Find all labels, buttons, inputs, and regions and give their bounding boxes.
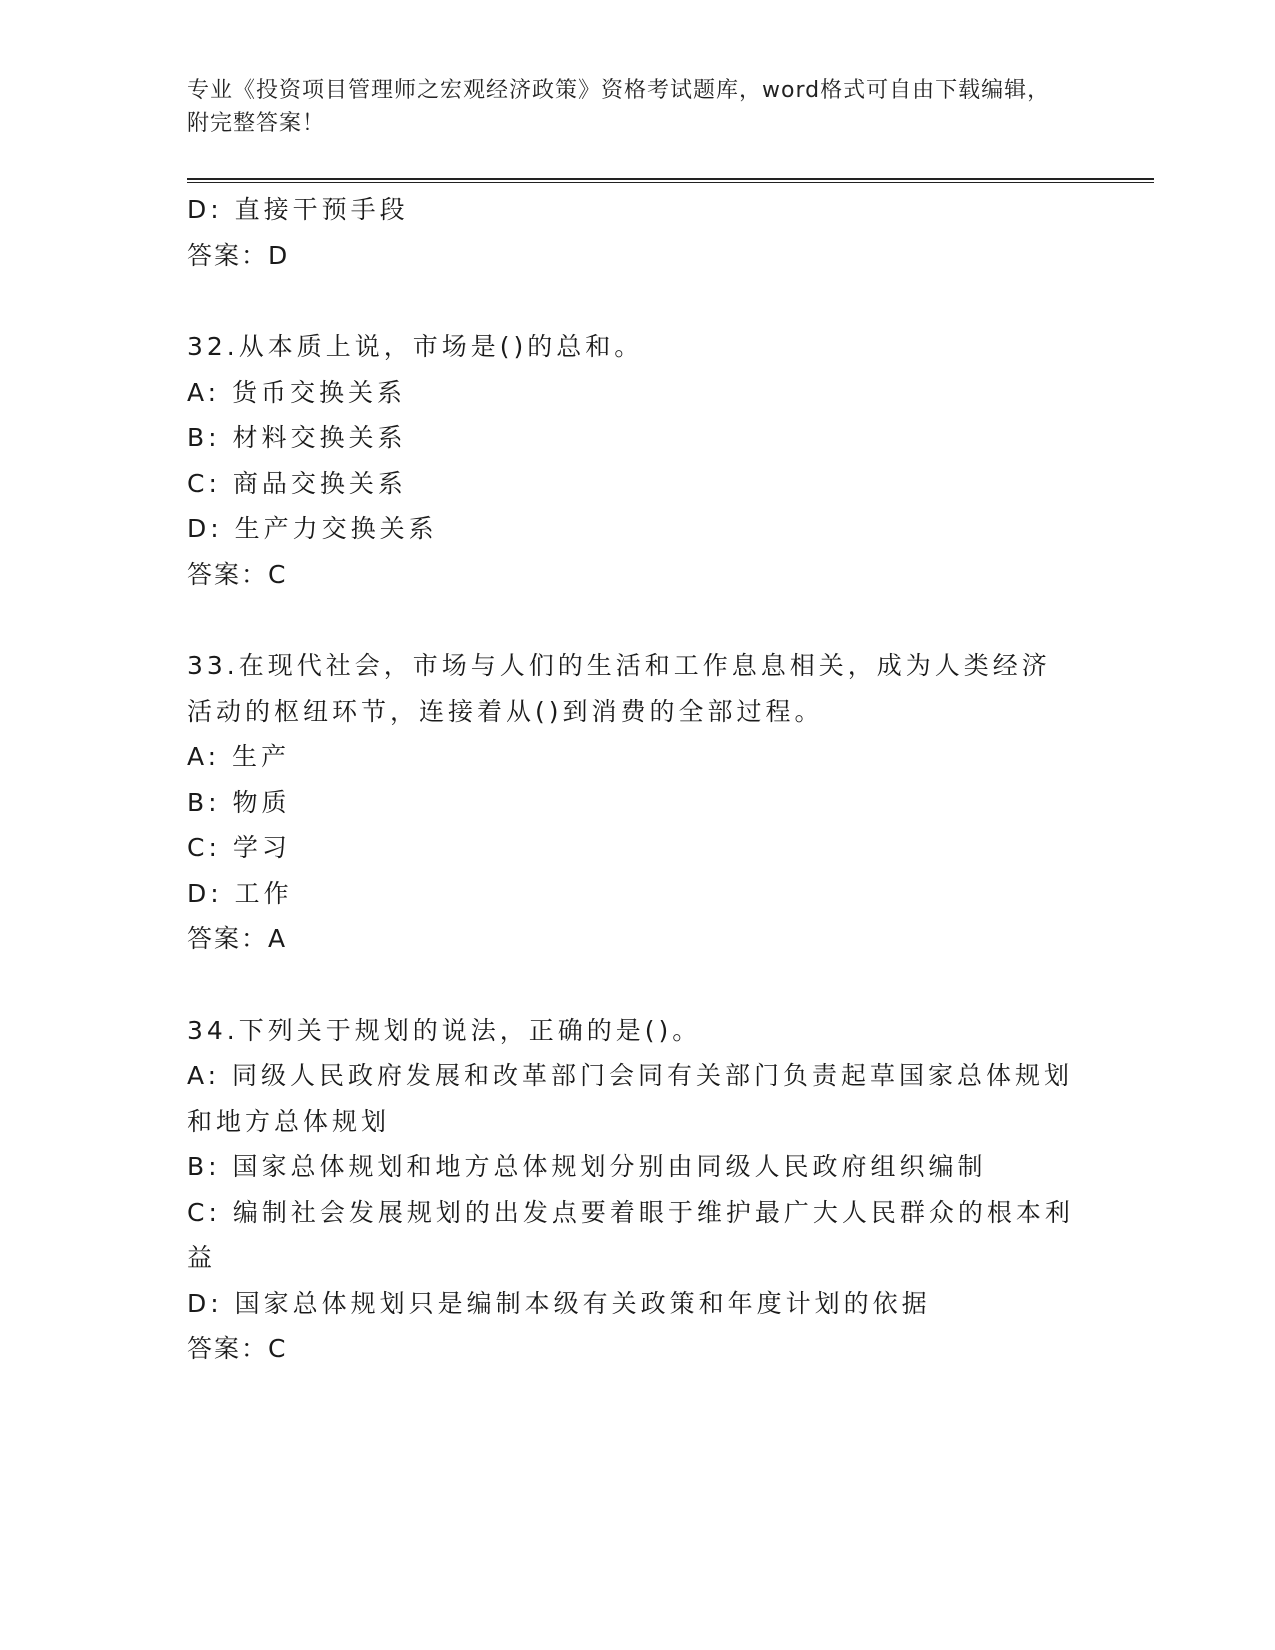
spacer bbox=[187, 597, 1087, 643]
option-c: C: 学习 bbox=[187, 833, 291, 862]
answer: 答案：C bbox=[187, 559, 288, 589]
question-stem: 33.在现代社会，市场与人们的生活和工作息息相关，成为人类经济活动的枢纽环节，连接着从()到消费的全部过程。 bbox=[187, 651, 1051, 726]
option-b: B: 物质 bbox=[187, 787, 291, 817]
option-b: B: 材料交换关系 bbox=[187, 423, 407, 452]
header-divider bbox=[187, 178, 1154, 183]
question-stem: 34.下列关于规划的说法，正确的是()。 bbox=[187, 1015, 702, 1045]
option-c: C: 商品交换关系 bbox=[187, 468, 407, 498]
question-33 bbox=[187, 643, 1087, 962]
answer: 答案：A bbox=[187, 924, 288, 953]
question-list bbox=[187, 187, 1087, 1372]
prev-option-d: D: 直接干预手段 bbox=[187, 195, 409, 224]
spacer bbox=[187, 962, 1087, 1008]
prev-answer: 答案：D bbox=[187, 240, 290, 270]
option-a: A: 同级人民政府发展和改革部门会同有关部门负责起草国家总体规划和地方总体规划 bbox=[187, 1061, 1074, 1136]
option-c: C: 编制社会发展规划的出发点要着眼于维护最广大人民群众的根本利益 bbox=[187, 1197, 1074, 1272]
document-header: 专业《投资项目管理师之宏观经济政策》资格考试题库，word格式可自由下载编辑，附完整答案！ bbox=[187, 78, 1051, 136]
option-b: B: 国家总体规划和地方总体规划分别由同级人民政府组织编制 bbox=[187, 1152, 987, 1181]
option-d: D: 工作 bbox=[187, 878, 293, 908]
question-stem: 32.从本质上说，市场是()的总和。 bbox=[187, 332, 644, 361]
option-a: A: 货币交换关系 bbox=[187, 377, 407, 407]
option-d: D: 生产力交换关系 bbox=[187, 514, 438, 543]
option-d: D: 国家总体规划只是编制本级有关政策和年度计划的依据 bbox=[187, 1288, 931, 1318]
question-34 bbox=[187, 1008, 1087, 1372]
spacer bbox=[187, 278, 1087, 324]
option-a: A: 生产 bbox=[187, 742, 291, 771]
question-32 bbox=[187, 324, 1087, 597]
answer: 答案：C bbox=[187, 1334, 288, 1363]
